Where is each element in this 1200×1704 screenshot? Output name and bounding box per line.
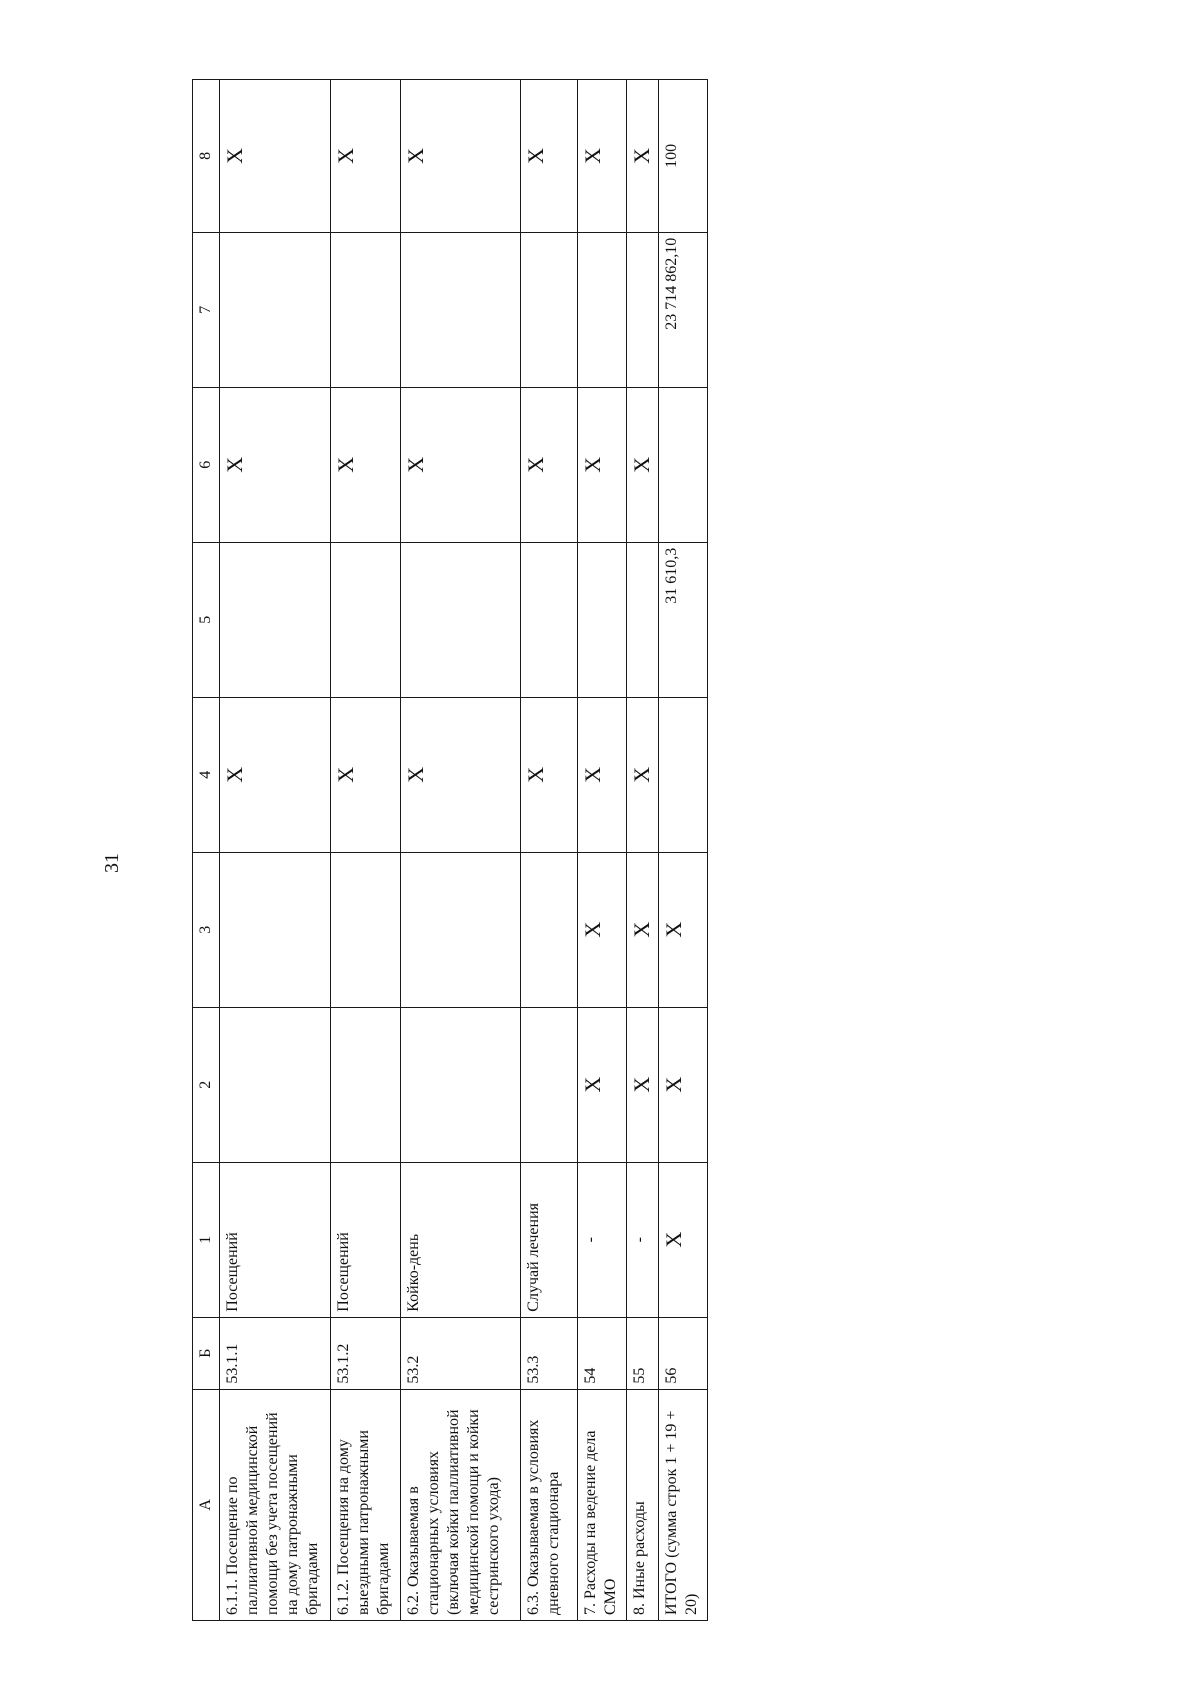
header-cell-7: 7 xyxy=(193,232,220,387)
row-code-cell: 56 xyxy=(659,1317,708,1389)
value-cell-3: X xyxy=(578,852,627,1007)
header-cell-6: 6 xyxy=(193,387,220,542)
row-code-cell: 53.2 xyxy=(400,1317,520,1389)
value-cell-4: X xyxy=(331,697,401,852)
value-cell-5 xyxy=(331,542,401,697)
value-cell-8: X xyxy=(521,80,578,233)
value-cell-7 xyxy=(626,232,658,387)
value-cell-3: X xyxy=(626,852,658,1007)
value-cell-4: X xyxy=(626,697,658,852)
value-cell-6: X xyxy=(220,387,331,542)
header-cell-b: Б xyxy=(193,1317,220,1389)
value-cell-5 xyxy=(521,542,578,697)
value-cell-6: X xyxy=(626,387,658,542)
value-cell-8: X xyxy=(331,80,401,233)
header-cell-3: 3 xyxy=(193,852,220,1007)
row-label-cell: ИТОГО (сумма строк 1 + 19 + 20) xyxy=(659,1389,708,1620)
value-cell-2: X xyxy=(659,1007,708,1162)
value-cell-2 xyxy=(521,1007,578,1162)
page-number: 31 xyxy=(101,853,123,873)
unit-cell: Посещений xyxy=(331,1162,401,1317)
unit-cell: Койко-день xyxy=(400,1162,520,1317)
rotated-table-container xyxy=(192,79,708,1621)
value-cell-7 xyxy=(521,232,578,387)
header-cell-4: 4 xyxy=(193,697,220,852)
value-cell-2: X xyxy=(626,1007,658,1162)
value-cell-4: X xyxy=(400,697,520,852)
table-row xyxy=(578,80,627,1621)
value-cell-6: X xyxy=(521,387,578,542)
row-label-cell: 8. Иные расходы xyxy=(626,1389,658,1620)
value-cell-3 xyxy=(400,852,520,1007)
value-cell-2 xyxy=(331,1007,401,1162)
row-code-cell: 53.1.1 xyxy=(220,1317,331,1389)
value-cell-2: X xyxy=(578,1007,627,1162)
value-cell-6 xyxy=(659,387,708,542)
value-cell-7 xyxy=(400,232,520,387)
table-row xyxy=(626,80,658,1621)
value-cell-4: X xyxy=(578,697,627,852)
value-cell-2 xyxy=(400,1007,520,1162)
table-row xyxy=(521,80,578,1621)
value-cell-3: X xyxy=(659,852,708,1007)
unit-cell: Посещений xyxy=(220,1162,331,1317)
value-cell-4 xyxy=(659,697,708,852)
row-code-cell: 53.3 xyxy=(521,1317,578,1389)
value-cell-5 xyxy=(220,542,331,697)
value-cell-8: X xyxy=(578,80,627,233)
value-cell-8: X xyxy=(626,80,658,233)
row-label-cell: 6.1.1. Посещение по паллиативной медицинской помощи без учета посещений на дому патронажными бригадами xyxy=(220,1389,331,1620)
row-code-cell: 55 xyxy=(626,1317,658,1389)
table-row xyxy=(331,80,401,1621)
value-cell-7 xyxy=(220,232,331,387)
value-cell-7 xyxy=(331,232,401,387)
financial-table xyxy=(192,79,708,1621)
row-label-cell: 6.3. Оказываемая в условиях дневного стационара xyxy=(521,1389,578,1620)
value-cell-5 xyxy=(626,542,658,697)
unit-cell: X xyxy=(659,1162,708,1317)
table-row xyxy=(220,80,331,1621)
row-label-cell: 6.1.2. Посещения на дому выездными патронажными бригадами xyxy=(331,1389,401,1620)
value-cell-3 xyxy=(331,852,401,1007)
value-cell-2 xyxy=(220,1007,331,1162)
value-cell-6: X xyxy=(331,387,401,542)
value-cell-4: X xyxy=(521,697,578,852)
table-row xyxy=(400,80,520,1621)
header-cell-8: 8 xyxy=(193,80,220,233)
value-cell-6: X xyxy=(578,387,627,542)
unit-cell: - xyxy=(626,1162,658,1317)
value-cell-5 xyxy=(400,542,520,697)
row-code-cell: 54 xyxy=(578,1317,627,1389)
value-cell-6: X xyxy=(400,387,520,542)
header-cell-5: 5 xyxy=(193,542,220,697)
row-label-cell: 7. Расходы на ведение дела СМО xyxy=(578,1389,627,1620)
value-cell-3 xyxy=(220,852,331,1007)
header-cell-2: 2 xyxy=(193,1007,220,1162)
value-cell-3 xyxy=(521,852,578,1007)
row-label-cell: 6.2. Оказываемая в стационарных условиях (включая койки паллиативной медицинской помощи и койки сестринского ухода) xyxy=(400,1389,520,1620)
unit-cell: Случай лечения xyxy=(521,1162,578,1317)
value-cell-7 xyxy=(578,232,627,387)
unit-cell: - xyxy=(578,1162,627,1317)
value-cell-4: X xyxy=(220,697,331,852)
value-cell-5: 31 610,3 xyxy=(659,542,708,697)
header-cell-1: 1 xyxy=(193,1162,220,1317)
table-header-row xyxy=(193,80,220,1621)
value-cell-7: 23 714 862,10 xyxy=(659,232,708,387)
row-code-cell: 53.1.2 xyxy=(331,1317,401,1389)
value-cell-8: 100 xyxy=(659,80,708,233)
header-cell-a: А xyxy=(193,1389,220,1620)
value-cell-8: X xyxy=(220,80,331,233)
value-cell-5 xyxy=(578,542,627,697)
value-cell-8: X xyxy=(400,80,520,233)
table-row xyxy=(659,80,708,1621)
